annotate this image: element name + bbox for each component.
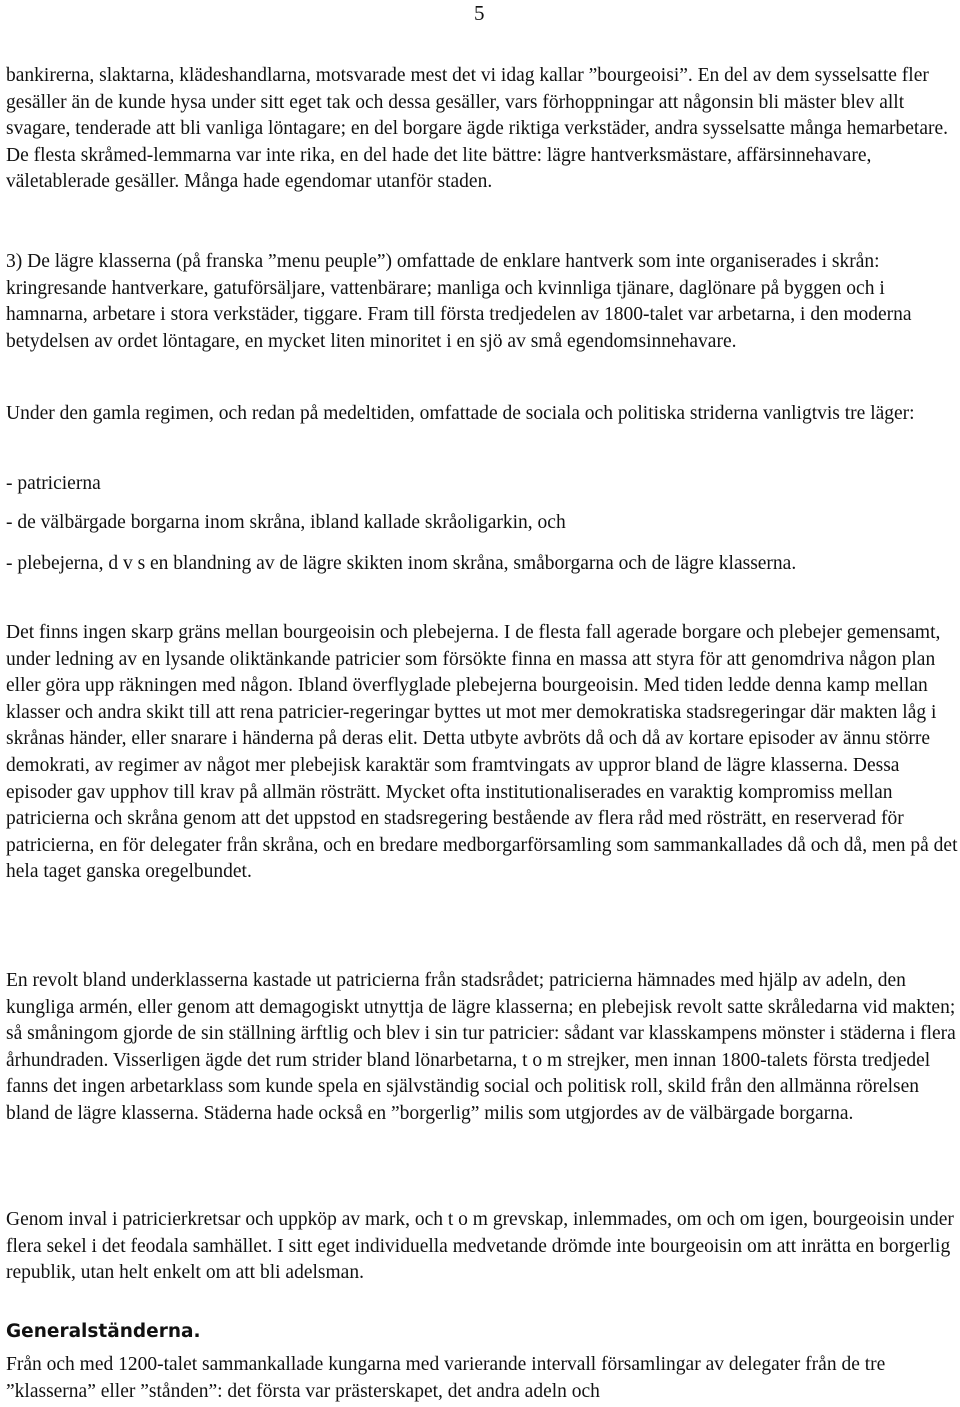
paragraph-estates-general: Från och med 1200-talet sammankallade kungarna med varierande intervall församlingar av delegater från de tre ”klasserna” eller ”stånden”: det första var prästerskapet, det andra adeln och [6, 1354, 886, 1402]
list-item-burghers: - de välbärgade borgarna inom skråna, ibland kallade skråoligarkin, och [6, 512, 566, 533]
list-item-plebeians: - plebejerna, d v s en blandning av de lägre skikten inom skråna, småborgarna och de lägre klasserna. [6, 553, 797, 574]
paragraph-revolts: En revolt bland underklasserna kastade ut patricierna från stadsrådet; patricierna hämnades med hjälp av adeln, den kungliga armén, eller genom att demagogiskt utnyttja de lägre klasserna; en plebejisk revolt satte skråledarna vid makten; så småningom gjorde de sin ställning ärftlig och blev i sin tur patricier: sådant var klasskampens mönster i städerna i flera århundraden. Visserligen ägde det rum strider bland lönarbetarna, t o m strejker, men innan 1800-talets första tredjedel fanns det ingen arbetarklass som kunde spela en självständig social och politisk roll, skild från den allmänna rörelsen bland de lägre klasserna. Städerna hade också en ”borgerlig” milis som utgjordes av de välbärgade borgarna. [6, 970, 956, 1124]
paragraph-feudal-society: Genom inval i patricierkretsar och uppköp av mark, och t o m grevskap, inlemmades, om och om igen, bourgeoisin under flera sekel i det feodala samhället. I sitt eget individuella medvetande drömde inte bourgeoisin om att inrätta en borgerlig republik, utan helt enkelt om att bli adelsman. [6, 1209, 954, 1284]
paragraph-bourgeoisie-plebeians: Det finns ingen skarp gräns mellan bourgeoisin och plebejerna. I de flesta fall agerade borgare och plebejer gemensamt, under ledning av en lysande oliktänkande patricier som försökte finna en massa att styra för att genomdriva någon plan eller göra upp räkningen med någon. Ibland överflyglade plebejerna bourgeoisin. Med tiden ledde denna kamp mellan klasser och andra skikt till att rena patricier-regeringar byttes ut mot mer demokratiska stadsregeringar där makten låg i skrånas händer, eller snarare i händerna på deras elit. Detta utbyte avbröts då och då av kortare episoder av ännu större demokrati, av regimer av något mer plebejisk karaktär som framtvingats av uppror bland de lägre klasserna. Dessa episoder gav upphov till krav på allmän rösträtt. Mycket ofta institutionaliserades en varaktig kompromiss mellan patricierna och skråna genom att det uppstod en stadsregering bestående av flera råd med rösträtt, en reserverad för patricierna, en för delegater från skråna, och en bredare medborgarförsamling som sammankallades då och då, men på det hela taget ganska oregelbundet. [6, 622, 958, 883]
paragraph-three-camps: Under den gamla regimen, och redan på medeltiden, omfattade de sociala och politiska striderna vanligtvis tre läger: [6, 403, 915, 424]
section-heading: Generalständerna. [6, 1321, 201, 1342]
page-number: 5 [474, 1, 485, 25]
list-item-patricians: - patricierna [6, 473, 101, 494]
paragraph-guild-members: bankirerna, slaktarna, klädeshandlarna, motsvarade mest det vi idag kallar ”bourgeoisi”. En del av dem sysselsatte fler gesäller än de kunde hysa under sitt eget tak och dessa gesäller, vars förhoppningar att någonsin bli mäster blev allt svagare, tenderade att bli vanliga löntagare; en del borgare ägde riktiga verkstäder, andra sysselsatte många hemarbetare. De flesta skråmed-lemmarna var inte rika, en del hade det lite bättre: lägre hantverksmästare, affärsinnehavare, väletablerade gesäller. Många hade egendomar utanför staden. [6, 65, 949, 193]
paragraph-lower-classes: 3) De lägre klasserna (på franska ”menu peuple”) omfattade de enklare hantverk som inte organiserades i skrån: kringresande hantverkare, gatuförsäljare, vattenbärare; manliga och kvinnliga tjänare, daglönare på byggen och i hamnarna, arbetare i stora verkstäder, tiggare. Fram till första tredjedelen av 1800-talet var arbetarna, i den moderna betydelsen av ordet löntagare, en mycket liten minoritet i en sjö av små egendomsinnehavare. [6, 251, 912, 352]
